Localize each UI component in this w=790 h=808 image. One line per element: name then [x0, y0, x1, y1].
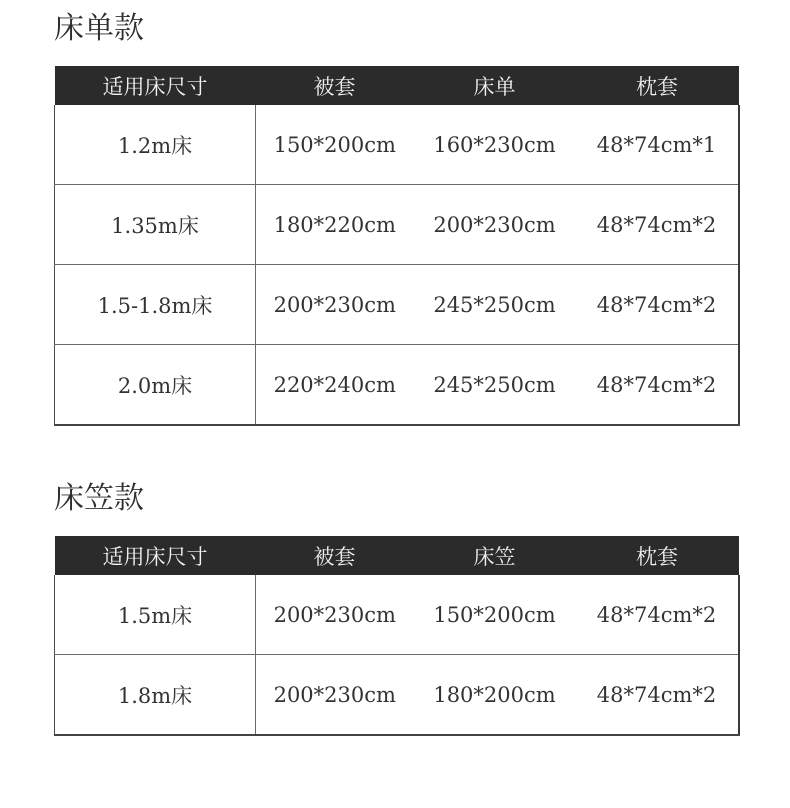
table-row: [55, 105, 739, 185]
header-cell-bed-size: 适用床尺寸: [55, 536, 256, 575]
table-header-row: [55, 66, 739, 105]
pillowcase-cell: 48*74cm*2: [576, 185, 739, 265]
sheet-section-title: 床单款: [54, 11, 144, 46]
header-cell-pillowcase: 枕套: [576, 536, 739, 575]
sheet-size-table: [54, 66, 740, 426]
bed-sheet-cell: 200*230cm: [414, 185, 576, 265]
pillowcase-cell: 48*74cm*2: [576, 265, 739, 345]
pillowcase-cell: 48*74cm*1: [576, 105, 739, 185]
table-row: [55, 655, 739, 736]
header-cell-duvet-cover: 被套: [256, 536, 414, 575]
header-cell-pillowcase: 枕套: [576, 66, 739, 105]
header-cell-bed-sheet: 床单: [414, 66, 576, 105]
bed-size-cell: 1.5-1.8m床: [55, 265, 256, 345]
duvet-cover-cell: 180*220cm: [256, 185, 414, 265]
duvet-cover-cell: 200*230cm: [256, 575, 414, 655]
table-row: [55, 345, 739, 426]
table-row: [55, 185, 739, 265]
bed-sheet-cell: 160*230cm: [414, 105, 576, 185]
fitted-sheet-cell: 180*200cm: [414, 655, 576, 736]
bed-sheet-cell: 245*250cm: [414, 265, 576, 345]
header-cell-duvet-cover: 被套: [256, 66, 414, 105]
pillowcase-cell: 48*74cm*2: [576, 655, 739, 736]
duvet-cover-cell: 150*200cm: [256, 105, 414, 185]
bed-size-cell: 2.0m床: [55, 345, 256, 426]
bed-size-cell: 1.5m床: [55, 575, 256, 655]
fitted-sheet-cell: 150*200cm: [414, 575, 576, 655]
pillowcase-cell: 48*74cm*2: [576, 345, 739, 426]
duvet-cover-cell: 220*240cm: [256, 345, 414, 426]
table-row: [55, 575, 739, 655]
pillowcase-cell: 48*74cm*2: [576, 575, 739, 655]
bed-sheet-cell: 245*250cm: [414, 345, 576, 426]
fitted-size-table: [54, 536, 740, 736]
duvet-cover-cell: 200*230cm: [256, 265, 414, 345]
bed-size-cell: 1.2m床: [55, 105, 256, 185]
table-header-row: [55, 536, 739, 575]
duvet-cover-cell: 200*230cm: [256, 655, 414, 736]
bed-size-cell: 1.8m床: [55, 655, 256, 736]
table-row: [55, 265, 739, 345]
fitted-section-title: 床笠款: [54, 481, 144, 516]
header-cell-bed-size: 适用床尺寸: [55, 66, 256, 105]
header-cell-fitted-sheet: 床笠: [414, 536, 576, 575]
bed-size-cell: 1.35m床: [55, 185, 256, 265]
